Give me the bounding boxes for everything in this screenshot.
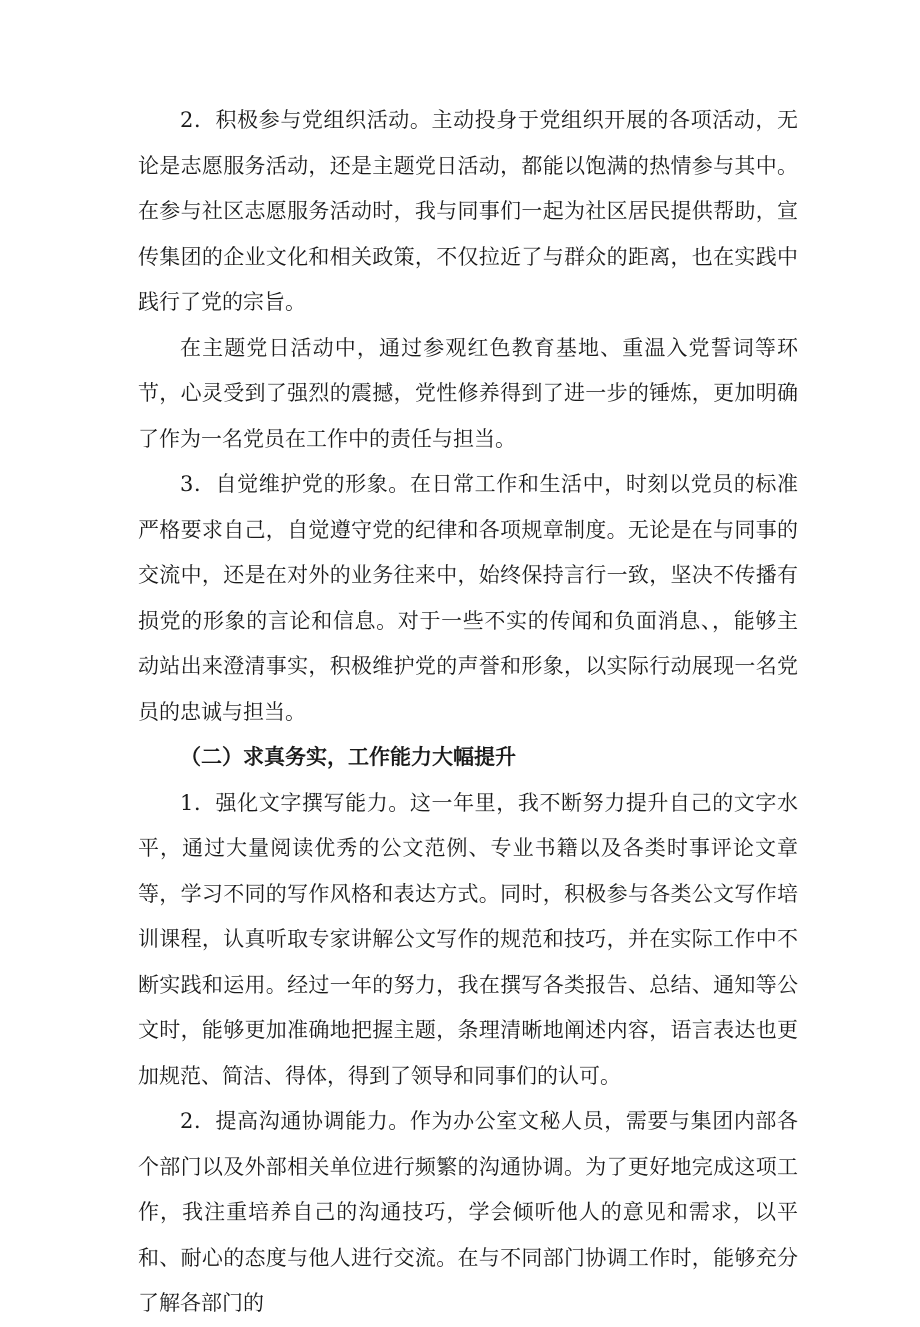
paragraph-writing-ability: 1．强化文字撰写能力。这一年里，我不断努力提升自己的文字水平，通过大量阅读优秀的公文范例、专业书籍以及各类时事评论文章等，学习不同的写作风格和表达方式。同时，积极参与各类公文写作培训课程，认真听取专家讲解公文写作的规范和技巧，并在实际工作中不断实践和运用。经过一年的努力，我在撰写各类报告、总结、通知等公文时，能够更加准确地把握主题，条理清晰地阐述内容，语言表达也更加规范、简洁、得体，得到了领导和同事们的认可。 — [138, 790, 798, 1088]
document-body — [138, 98, 798, 1327]
paragraph-communication-ability: 2．提高沟通协调能力。作为办公室文秘人员，需要与集团内部各个部门以及外部相关单位进行频繁的沟通协调。为了更好地完成这项工作，我注重培养自己的沟通技巧，学会倾听他人的意见和需求，以平和、耐心的态度与他人进行交流。在与不同部门协调工作时，能够充分了解各部门的 — [138, 1109, 798, 1315]
paragraph-party-activities: 2．积极参与党组织活动。主动投身于党组织开展的各项活动，无论是志愿服务活动，还是主题党日活动，都能以饱满的热情参与其中。在参与社区志愿服务活动时，我与同事们一起为社区居民提供帮助，宣传集团的企业文化和相关政策，不仅拉近了与群众的距离，也在实践中践行了党的宗旨。 — [138, 108, 798, 314]
section-heading-work-ability: （二）求真务实，工作能力大幅提升 — [180, 745, 516, 769]
paragraph-party-image: 3．自觉维护党的形象。在日常工作和生活中，时刻以党员的标准严格要求自己，自觉遵守党的纪律和各项规章制度。无论是在与同事的交流中，还是在对外的业务往来中，始终保持言行一致，坚决不传播有损党的形象的言论和信息。对于一些不实的传闻和负面消息、，能够主动站出来澄清事实，积极维护党的声誉和形象，以实际行动展现一名党员的忠诚与担当。 — [138, 472, 798, 724]
paragraph-theme-day: 在主题党日活动中，通过参观红色教育基地、重温入党誓词等环节，心灵受到了强烈的震撼，党性修养得到了进一步的锤炼，更加明确了作为一名党员在工作中的责任与担当。 — [138, 335, 798, 451]
